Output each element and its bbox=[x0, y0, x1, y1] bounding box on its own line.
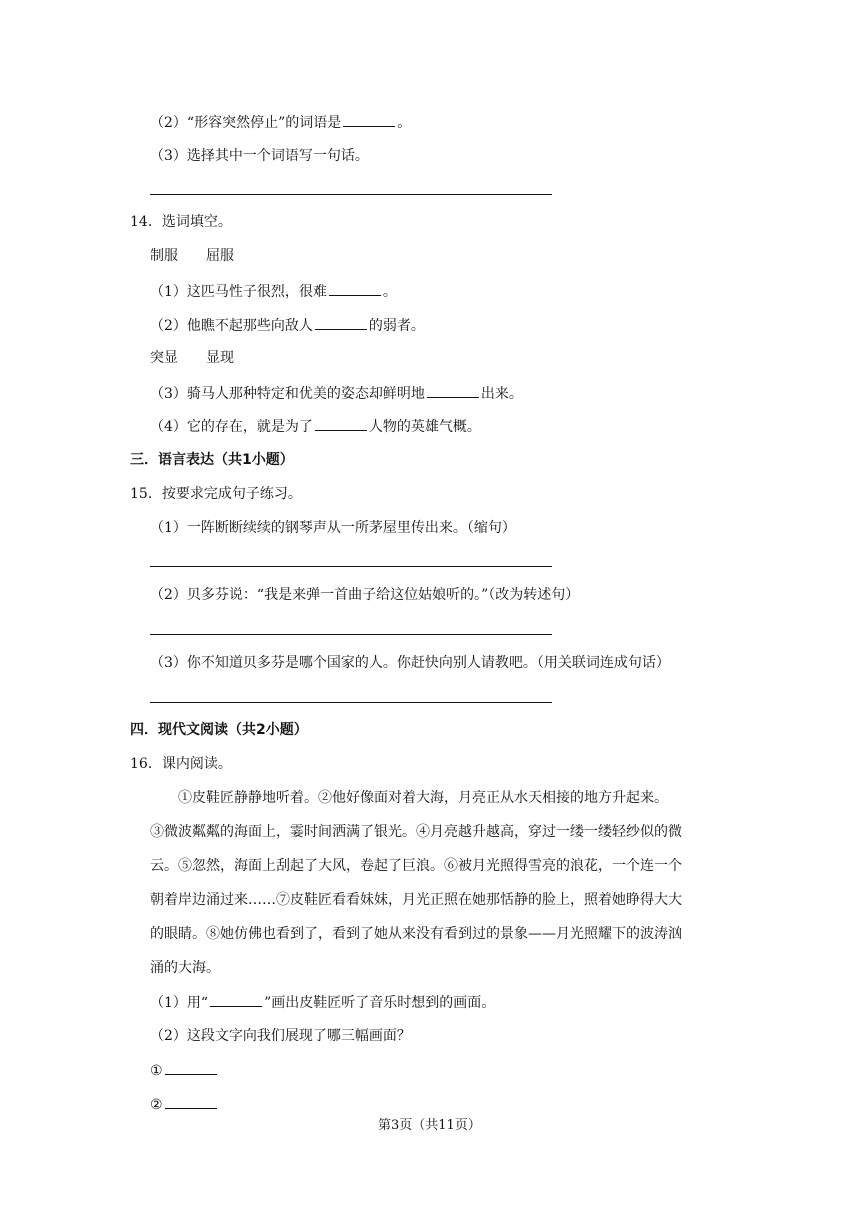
answer-line[interactable] bbox=[150, 634, 552, 635]
answer-blank[interactable] bbox=[343, 112, 395, 127]
q16-part1-text: （1）用“ bbox=[150, 995, 209, 1011]
q14-part2 bbox=[150, 315, 425, 336]
q14-part3 bbox=[150, 383, 523, 404]
q14-word-group-1: 制服 屈服 bbox=[150, 248, 234, 264]
answer-line[interactable] bbox=[150, 702, 552, 703]
q14-part2-end: 的弱者。 bbox=[368, 318, 425, 334]
q14-part3-end: 出来。 bbox=[480, 386, 523, 402]
q14-part4-end: 人物的英雄气概。 bbox=[368, 419, 481, 435]
section-4-heading: 四．现代文阅读（共2小题） bbox=[130, 722, 308, 738]
q13-part2-end: 。 bbox=[397, 115, 412, 131]
q15-part3: （3）你不知道贝多芬是哪个国家的人。你赶快向别人请教吧。（用关联词连成句话） bbox=[150, 655, 670, 671]
q15-title: 15．按要求完成句子练习。 bbox=[130, 486, 302, 502]
q14-part1 bbox=[150, 281, 397, 302]
q13-part2-text: （2）“形容突然停止”的词语是 bbox=[150, 115, 342, 131]
q14-part4 bbox=[150, 416, 481, 437]
section-3-heading: 三．语言表达（共1小题） bbox=[130, 452, 294, 468]
q14-part3-text: （3）骑马人那种特定和优美的姿态却鲜明地 bbox=[150, 386, 425, 402]
answer-blank[interactable] bbox=[329, 281, 381, 296]
passage-line: ①皮鞋匠静静地听着。②他好像面对着大海，月亮正从水天相接的地方升起来。 bbox=[150, 790, 668, 806]
q15-part2: （2）贝多芬说：“我是来弹一首曲子给这位姑娘听的。”（改为转述句） bbox=[150, 587, 580, 603]
q14-part2-text: （2）他瞧不起那些向敌人 bbox=[150, 318, 313, 334]
answer-blank[interactable] bbox=[165, 1060, 217, 1075]
q14-part1-end: 。 bbox=[382, 284, 397, 300]
passage-line: ③微波粼粼的海面上，霎时间洒满了银光。④月亮越升越高，穿过一缕一缕轻纱似的微 bbox=[150, 824, 682, 840]
q16-answer-1-marker: ① bbox=[150, 1063, 163, 1079]
q13-part3: （3）选择其中一个词语写一句话。 bbox=[150, 148, 369, 164]
q14-part1-text: （1）这匹马性子很烈，很难 bbox=[150, 284, 327, 300]
passage-line: 云。⑤忽然，海面上刮起了大风，卷起了巨浪。⑥被月光照得雪亮的浪花，一个连一个 bbox=[150, 858, 682, 874]
passage-line: 涌的大海。 bbox=[150, 960, 220, 976]
answer-line[interactable] bbox=[150, 194, 552, 195]
q15-part1: （1）一阵断断续续的钢琴声从一所茅屋里传出来。（缩句） bbox=[150, 520, 516, 536]
q16-answer-2 bbox=[150, 1094, 219, 1115]
q16-part2: （2）这段文字向我们展现了哪三幅画面？ bbox=[150, 1028, 411, 1044]
passage-line: 朝着岸边涌过来……⑦皮鞋匠看看妹妹，月光正照在她那恬静的脸上，照着她睁得大大 bbox=[150, 892, 682, 908]
q16-answer-1 bbox=[150, 1060, 219, 1081]
q16-part1-end: ”画出皮鞋匠听了音乐时想到的画面。 bbox=[264, 995, 496, 1011]
q14-title: 14．选词填空。 bbox=[130, 214, 232, 230]
q14-part4-text: （4）它的存在，就是为了 bbox=[150, 419, 313, 435]
answer-blank[interactable] bbox=[427, 383, 479, 398]
q16-part1 bbox=[150, 992, 495, 1013]
q14-word-group-2: 突显 显现 bbox=[150, 350, 234, 366]
answer-blank[interactable] bbox=[315, 315, 367, 330]
answer-line[interactable] bbox=[150, 566, 552, 567]
q13-part2 bbox=[150, 112, 411, 133]
page-footer: 第3页（共11页） bbox=[378, 1118, 481, 1133]
answer-blank[interactable] bbox=[315, 416, 367, 431]
q16-title: 16．课内阅读。 bbox=[130, 756, 232, 772]
answer-blank[interactable] bbox=[165, 1094, 217, 1109]
passage-line: 的眼睛。⑧她仿佛也看到了，看到了她从来没有看到过的景象——月光照耀下的波涛汹 bbox=[150, 926, 682, 942]
answer-blank[interactable] bbox=[210, 992, 262, 1007]
q16-answer-2-marker: ② bbox=[150, 1097, 163, 1113]
